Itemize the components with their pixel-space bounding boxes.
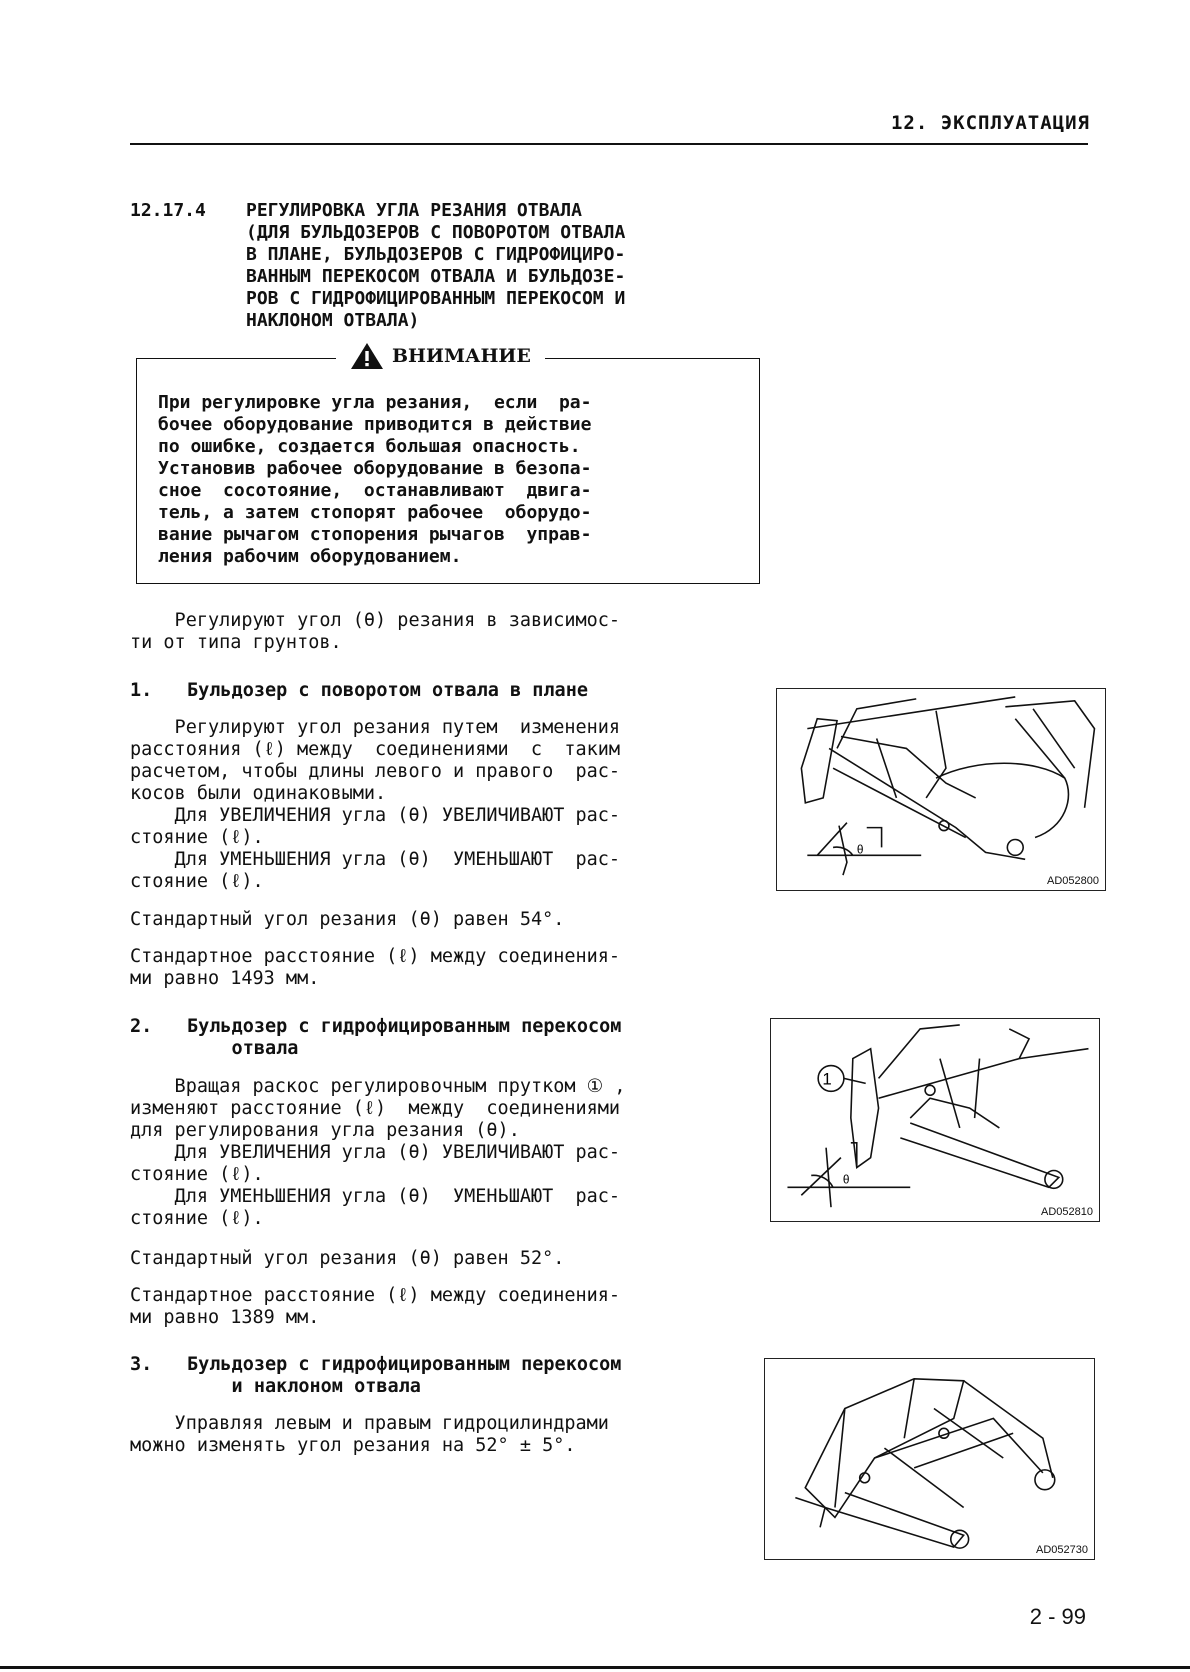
item-1-heading: Бульдозер с поворотом отвала в плане [187, 680, 588, 701]
item-1-number: 1. [130, 680, 153, 701]
figure-3-code: AD052730 [1036, 1544, 1088, 1556]
header-divider [130, 143, 1088, 145]
figure-2-code: AD052810 [1041, 1206, 1093, 1218]
item-2-body: Вращая раскос регулировочным прутком ① , изменяют расстояние (ℓ) между соединениями для регулирования угла резания (θ). Для УВЕЛИЧЕНИЯ угла (θ) УВЕЛИЧИВАЮТ рас- стояние (ℓ). Для УМЕНЬШЕНИЯ угла (θ) УМЕНЬШАЮТ рас- стояние (ℓ). [130, 1076, 626, 1229]
section-number: 12.17.4 [130, 200, 206, 221]
item-2-standard-distance: Стандартное расстояние (ℓ) между соединения- ми равно 1389 мм. [130, 1285, 621, 1328]
section-title: РЕГУЛИРОВКА УГЛА РЕЗАНИЯ ОТВАЛА (ДЛЯ БУЛЬДОЗЕРОВ С ПОВОРОТОМ ОТВАЛА В ПЛАНЕ, БУЛЬДОЗЕРОВ С ГИДРОФИЦИРО- ВАННЫМ ПЕРЕКОСОМ ОТВАЛА И БУЛЬДОЗЕ- РОВ С ГИДРОФИЦИРОВАННЫМ ПЕРЕКОСОМ И НАКЛОНОМ ОТВАЛА) [246, 200, 626, 331]
figure-2-callout-label: 1 [822, 1069, 832, 1089]
intro-text: Регулируют угол (θ) резания в зависимос- ти от типа грунтов. [130, 610, 621, 653]
item-1-standard-angle: Стандартный угол резания (θ) равен 54°. [130, 909, 565, 930]
item-2-number: 2. [130, 1016, 153, 1037]
figure-1-theta-label: θ [856, 842, 864, 857]
item-1-body: Регулируют угол резания путем изменения расстояния (ℓ) между соединениями с таким расчетом, чтобы длины левого и правого рас- косов были одинаковыми. Для УВЕЛИЧЕНИЯ угла (θ) УВЕЛИЧИВАЮТ рас- стояние (ℓ). Для УМЕНЬШЕНИЯ угла (θ) УМЕНЬШАЮТ рас- стояние (ℓ). [130, 717, 621, 892]
warning-label [336, 342, 545, 370]
header-title: 12. ЭКСПЛУАТАЦИЯ [890, 112, 1090, 134]
bulldozer-pitch-tilt-blade-illustration [765, 1359, 1094, 1559]
figure-1 [776, 688, 1106, 891]
figure-2 [770, 1018, 1100, 1222]
bulldozer-tilt-blade-illustration [771, 1019, 1099, 1221]
figure-2-theta-label: θ [842, 1172, 850, 1187]
warning-text: При регулировке угла резания, если ра- бочее оборудование приводится в действие по ошибке, создается большая опасность. Установив рабочее оборудование в безопа- сное сосотояние, останавливают двига- тель, а затем стопорят рабочее оборудо- вание рычагом стопорения рычагов управ- ления рабочим оборудованием. [158, 392, 592, 567]
item-2-heading: Бульдозер с гидрофицированным перекосом отвала [187, 1016, 622, 1059]
item-3-body: Управляя левым и правым гидроцилиндрами можно изменять угол резания на 52° ± 5°. [130, 1413, 609, 1456]
bulldozer-angle-blade-illustration [777, 689, 1105, 890]
warning-triangle-icon [350, 342, 384, 370]
figure-3 [764, 1358, 1095, 1560]
bottom-divider [0, 1666, 1190, 1669]
item-3-number: 3. [130, 1354, 153, 1375]
item-2-standard-angle: Стандартный угол резания (θ) равен 52°. [130, 1248, 565, 1269]
figure-1-code: AD052800 [1047, 875, 1099, 887]
page-number: 2 - 99 [1029, 1604, 1086, 1629]
item-3-heading: Бульдозер с гидрофицированным перекосом и наклоном отвала [187, 1354, 622, 1397]
warning-label-text: ВНИМАНИЕ [392, 345, 531, 367]
item-1-standard-distance: Стандартное расстояние (ℓ) между соединения- ми равно 1493 мм. [130, 946, 621, 989]
